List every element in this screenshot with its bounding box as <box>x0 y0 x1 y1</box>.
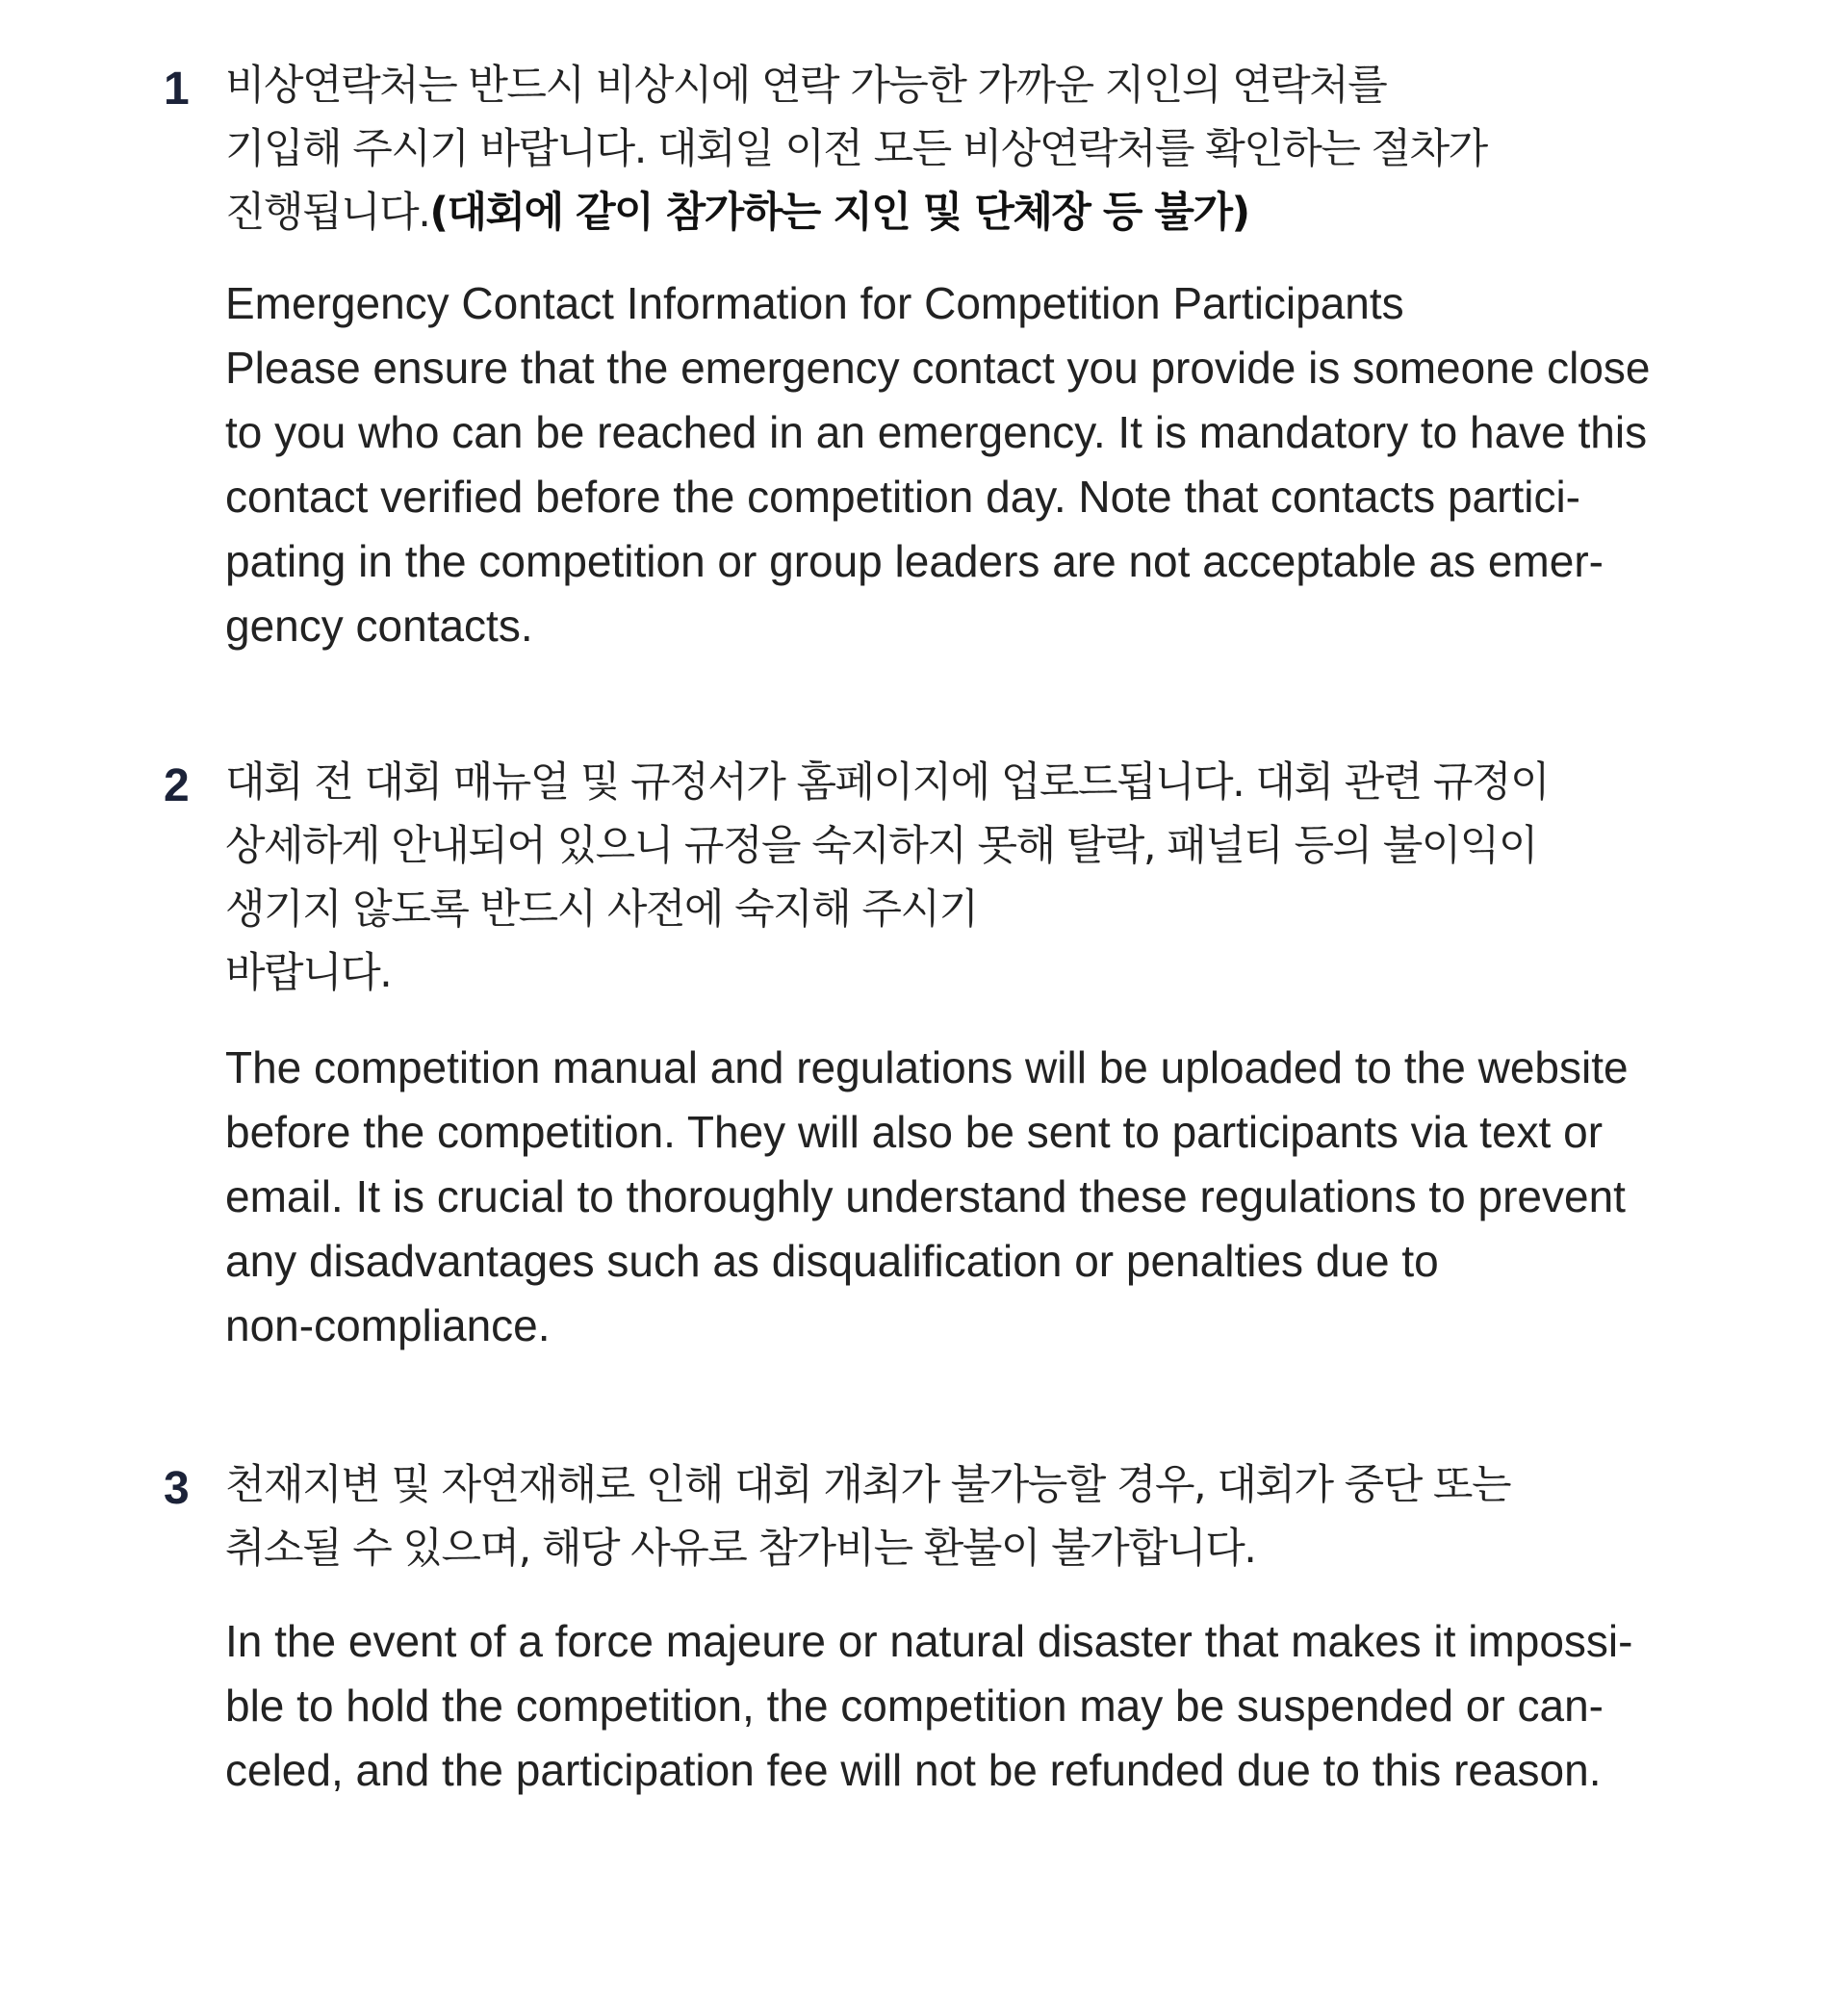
english-line: email. It is crucial to thoroughly understand these regulations to prevent <box>225 1171 1626 1221</box>
korean-line: 비상연락처는 반드시 비상시에 연락 가능한 가까운 지인의 연락처를 <box>225 62 1387 110</box>
english-line: to you who can be reached in an emergency. It is mandatory to have this <box>225 407 1648 457</box>
korean-bold-note: (대회에 같이 참가하는 지인 및 단체장 등 불가) <box>429 189 1249 237</box>
korean-paragraph <box>225 751 1746 1005</box>
english-line: The competition manual and regulations will be uploaded to the website <box>225 1042 1629 1092</box>
english-line: non-compliance. <box>225 1300 551 1350</box>
item-body <box>225 751 1746 1358</box>
english-paragraph <box>225 1036 1746 1358</box>
korean-line: 천재지변 및 자연재해로 인해 대회 개최가 불가능할 경우, 대회가 중단 또는 <box>225 1461 1510 1509</box>
item-number: 2 <box>164 760 190 811</box>
korean-line: 상세하게 안내되어 있으니 규정을 숙지하지 못해 탈락, 패널티 등의 불이익이 <box>225 822 1537 870</box>
english-line: celed, and the participation fee will not be refunded due to this reason. <box>225 1745 1602 1795</box>
korean-paragraph <box>225 1453 1746 1580</box>
english-line: contact verified before the competition day. Note that contacts partici- <box>225 472 1580 522</box>
korean-line: 바랍니다. <box>225 949 392 997</box>
english-line: gency contacts. <box>225 601 533 651</box>
english-line: before the competition. They will also be sent to participants via text or <box>225 1107 1604 1157</box>
english-paragraph <box>225 271 1746 658</box>
english-paragraph <box>225 1609 1746 1803</box>
english-line: ble to hold the competition, the competition may be suspended or can- <box>225 1681 1604 1731</box>
english-line: In the event of a force majeure or natural disaster that makes it impossi- <box>225 1616 1633 1666</box>
item-body <box>225 54 1746 658</box>
english-line: any disadvantages such as disqualification or penalties due to <box>225 1236 1439 1286</box>
item-number: 3 <box>164 1463 190 1514</box>
korean-paragraph <box>225 54 1746 244</box>
english-line: Emergency Contact Information for Competition Participants <box>225 278 1404 328</box>
item-body <box>225 1453 1746 1803</box>
korean-line-text: 진행됩니다. <box>225 189 430 237</box>
korean-line-last <box>225 181 1746 244</box>
english-line: Please ensure that the emergency contact you provide is someone close <box>225 343 1651 393</box>
korean-line: 기입해 주시기 바랍니다. 대회일 이전 모든 비상연락처를 확인하는 절차가 <box>225 125 1487 173</box>
english-line: pating in the competition or group leaders are not acceptable as emer- <box>225 536 1604 586</box>
korean-line: 생기지 않도록 반드시 사전에 숙지해 주시기 <box>225 886 978 934</box>
korean-line: 대회 전 대회 매뉴얼 및 규정서가 홈페이지에 업로드됩니다. 대회 관련 규정이 <box>225 758 1550 807</box>
korean-line: 취소될 수 있으며, 해당 사유로 참가비는 환불이 불가합니다. <box>225 1525 1256 1573</box>
item-number: 1 <box>164 64 190 115</box>
